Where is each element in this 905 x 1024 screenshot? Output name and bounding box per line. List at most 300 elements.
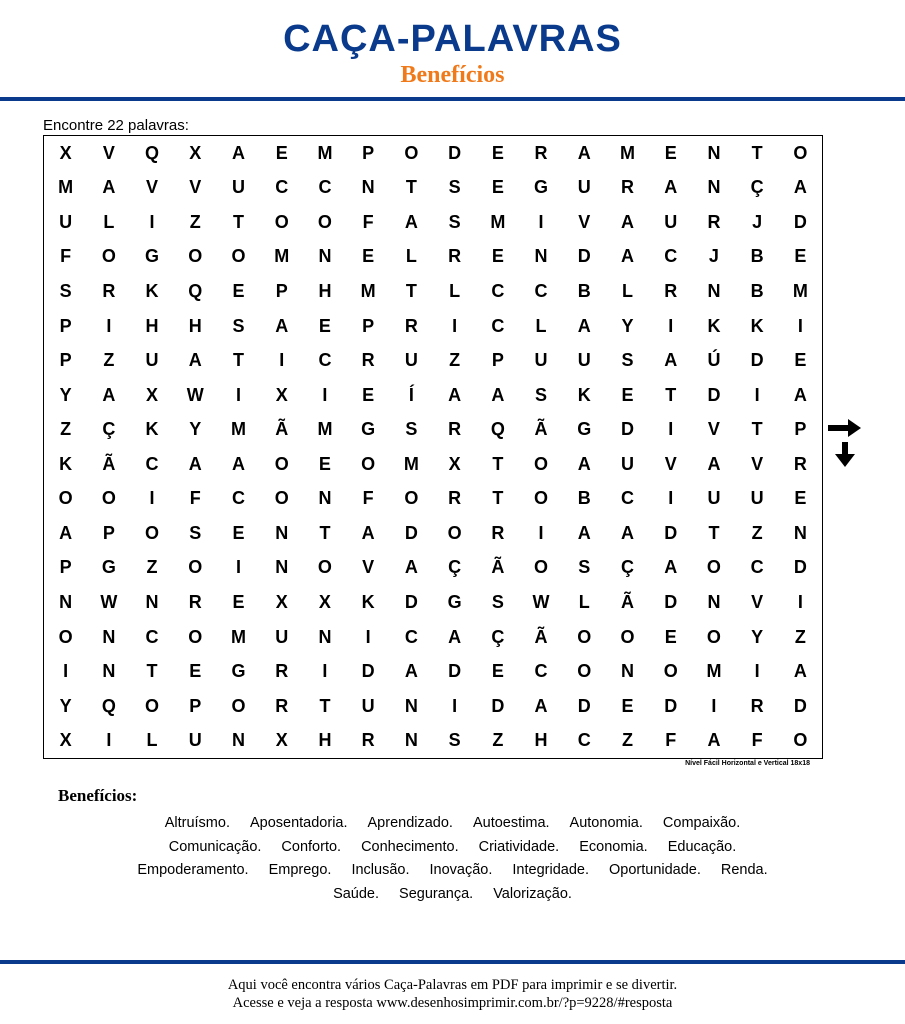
- grid-cell: Q: [101, 695, 116, 716]
- footer-line-2: Acesse e veja a resposta www.desenhosimprimir.com.br/?p=9228/#resposta: [232, 995, 673, 1011]
- grid-cell: Z: [146, 557, 158, 578]
- word-list-item: Segurança.: [399, 885, 474, 902]
- grid-cell: U: [231, 177, 245, 198]
- grid-cell: R: [534, 142, 548, 163]
- grid-cell: E: [491, 142, 504, 163]
- grid-cell: G: [145, 246, 160, 267]
- word-list-item: Altruísmo.: [164, 815, 230, 831]
- grid-cell: R: [404, 315, 418, 336]
- grid-cell: P: [102, 522, 115, 543]
- grid-cell: H: [145, 315, 159, 336]
- grid-cell: Ã: [620, 591, 634, 612]
- grid-cell: O: [404, 488, 419, 509]
- grid-cell: U: [361, 695, 375, 716]
- grid-cell: M: [490, 211, 506, 232]
- grid-cell: F: [665, 730, 677, 751]
- grid-cell: U: [620, 453, 634, 474]
- grid-cell: K: [577, 384, 591, 405]
- grid-cell: P: [59, 350, 72, 371]
- grid-cell: F: [189, 488, 201, 509]
- grid-cell: N: [275, 522, 289, 543]
- grid-cell: T: [665, 384, 677, 405]
- grid-cell: S: [448, 730, 461, 751]
- grid-cell: E: [232, 591, 245, 612]
- grid-cell: V: [362, 557, 375, 578]
- word-list-item: Valorização.: [493, 885, 572, 902]
- grid-cell: A: [793, 384, 807, 405]
- grid-cell: Z: [189, 211, 201, 232]
- grid-cell: R: [793, 453, 807, 474]
- grid-cell: E: [232, 280, 245, 301]
- grid-cell: T: [319, 522, 331, 543]
- grid-cell: T: [405, 177, 417, 198]
- grid-cell: O: [145, 695, 160, 716]
- grid-cell: M: [230, 626, 246, 647]
- grid-cell: N: [318, 626, 332, 647]
- grid-cell: S: [578, 557, 591, 578]
- grid-cell: R: [448, 488, 462, 509]
- word-list-title: Benefícios:: [58, 786, 138, 805]
- grid-cell: A: [620, 246, 634, 267]
- grid-cell: R: [275, 695, 289, 716]
- grid-cell: M: [403, 453, 419, 474]
- grid-cell: Ã: [534, 626, 548, 647]
- grid-cell: D: [448, 142, 462, 163]
- grid-cell: O: [706, 626, 721, 647]
- grid-cell: T: [708, 522, 720, 543]
- grid-cell: E: [794, 488, 807, 509]
- grid-cell: I: [711, 695, 717, 716]
- grid-cell: Z: [794, 626, 806, 647]
- grid-cell: O: [188, 626, 203, 647]
- grid-cell: B: [577, 280, 591, 301]
- grid-cell: I: [149, 488, 155, 509]
- grid-cell: Z: [449, 350, 461, 371]
- grid-cell: V: [578, 211, 591, 232]
- grid-cell: I: [235, 557, 241, 578]
- grid-cell: C: [231, 488, 245, 509]
- grid-cell: H: [318, 280, 332, 301]
- grid-cell: E: [621, 384, 634, 405]
- grid-cell: L: [578, 591, 590, 612]
- grid-cell: K: [59, 453, 73, 474]
- grid-cell: A: [448, 384, 462, 405]
- grid-cell: Z: [751, 522, 763, 543]
- grid-cell: N: [102, 661, 116, 682]
- grid-cell: K: [145, 419, 159, 440]
- page-subtitle: Benefícios: [400, 62, 505, 88]
- grid-cell: Ç: [448, 557, 462, 578]
- grid-cell: A: [404, 211, 418, 232]
- grid-cell: M: [230, 419, 246, 440]
- grid-cell: O: [361, 453, 376, 474]
- grid-cell: Z: [492, 730, 504, 751]
- grid-cell: X: [59, 142, 72, 163]
- grid-cell: I: [754, 384, 760, 405]
- grid-cell: E: [664, 626, 677, 647]
- grid-cell: D: [491, 695, 505, 716]
- grid-cell: R: [664, 280, 678, 301]
- grid-cell: N: [707, 142, 721, 163]
- grid-cell: Y: [751, 626, 764, 647]
- grid-cell: I: [106, 730, 112, 751]
- grid-cell: F: [362, 488, 374, 509]
- grid-cell: Y: [621, 315, 634, 336]
- grid-cell: P: [362, 142, 375, 163]
- grid-cell: O: [620, 626, 635, 647]
- grid-cell: U: [59, 211, 73, 232]
- grid-cell: A: [275, 315, 289, 336]
- grid-cell: I: [149, 211, 155, 232]
- grid-cell: C: [750, 557, 764, 578]
- footer-line-1: Aqui você encontra vários Caça-Palavras em PDF para imprimir e se divertir.: [227, 977, 678, 993]
- grid-cell: D: [664, 591, 678, 612]
- grid-cell: H: [188, 315, 202, 336]
- grid-cell: N: [404, 695, 418, 716]
- grid-cell: D: [361, 661, 375, 682]
- grid-cell: O: [534, 557, 549, 578]
- grid-cell: C: [145, 626, 159, 647]
- grid-cell: O: [447, 522, 462, 543]
- grid-cell: I: [365, 626, 371, 647]
- grid-cell: U: [664, 211, 678, 232]
- grid-cell: R: [275, 661, 289, 682]
- grid-cell: I: [538, 522, 544, 543]
- grid-cell: Y: [59, 695, 72, 716]
- grid-cell: E: [362, 246, 375, 267]
- grid-cell: C: [534, 661, 548, 682]
- grid-cell: D: [664, 695, 678, 716]
- word-list-item: Conhecimento.: [361, 838, 459, 855]
- grid-cell: G: [577, 419, 592, 440]
- grid-cell: C: [491, 315, 505, 336]
- grid-cell: O: [101, 246, 116, 267]
- grid-cell: X: [448, 453, 461, 474]
- grid-cell: Z: [60, 419, 72, 440]
- grid-cell: V: [102, 142, 115, 163]
- word-list-item: Renda.: [720, 862, 768, 878]
- word-list-item: Inovação.: [429, 862, 493, 878]
- word-search-grid: [43, 135, 823, 759]
- grid-cell: A: [534, 695, 548, 716]
- grid-cell: O: [274, 488, 289, 509]
- grid-cell: S: [405, 419, 418, 440]
- grid-cell: Ú: [707, 350, 721, 371]
- grid-cell: D: [448, 661, 462, 682]
- grid-cell: I: [797, 315, 803, 336]
- grid-cell: A: [102, 177, 116, 198]
- grid-cell: N: [620, 661, 634, 682]
- grid-cell: M: [317, 419, 333, 440]
- grid-cell: E: [318, 315, 331, 336]
- grid-cell: S: [621, 350, 634, 371]
- grid-cell: X: [275, 730, 288, 751]
- grid-cell: D: [750, 350, 764, 371]
- grid-cell: M: [360, 280, 376, 301]
- grid-cell: G: [101, 557, 116, 578]
- grid-cell: I: [668, 488, 674, 509]
- grid-cell: C: [577, 730, 591, 751]
- grid-cell: U: [534, 350, 548, 371]
- word-list-item: Emprego.: [268, 862, 332, 878]
- grid-cell: Y: [189, 419, 202, 440]
- grid-cell: Ç: [750, 177, 764, 198]
- grid-cell: A: [404, 557, 418, 578]
- grid-cell: Ç: [620, 557, 634, 578]
- grid-cell: N: [145, 591, 159, 612]
- grid-cell: A: [102, 384, 116, 405]
- grid-cell: E: [362, 384, 375, 405]
- grid-cell: R: [188, 591, 202, 612]
- grid-cell: L: [103, 211, 115, 232]
- grid-cell: F: [60, 246, 72, 267]
- grid-cell: A: [707, 730, 721, 751]
- grid-cell: E: [491, 177, 504, 198]
- grid-cell: P: [189, 695, 202, 716]
- grid-cell: A: [664, 350, 678, 371]
- grid-cell: A: [664, 177, 678, 198]
- grid-cell: K: [145, 280, 159, 301]
- grid-cell: O: [663, 661, 678, 682]
- grid-cell: W: [532, 591, 550, 612]
- grid-cell: O: [534, 453, 549, 474]
- grid-cell: A: [231, 453, 245, 474]
- grid-cell: E: [664, 142, 677, 163]
- grid-cell: Ã: [275, 419, 289, 440]
- grid-cell: S: [491, 591, 504, 612]
- grid-cell: O: [577, 661, 592, 682]
- grid-cell: O: [188, 246, 203, 267]
- grid-cell: C: [534, 280, 548, 301]
- grid-cell: I: [63, 661, 69, 682]
- grid-cell: N: [59, 591, 73, 612]
- grid-cell: U: [275, 626, 289, 647]
- grid-cell: D: [620, 419, 634, 440]
- grid-cell: X: [146, 384, 159, 405]
- grid-cell: N: [404, 730, 418, 751]
- grid-cell: D: [577, 246, 591, 267]
- grid-cell: O: [706, 557, 721, 578]
- grid-cell: T: [405, 280, 417, 301]
- grid-cell: K: [750, 315, 764, 336]
- grid-cell: E: [275, 142, 288, 163]
- grid-cell: U: [404, 350, 418, 371]
- grid-cell: N: [707, 280, 721, 301]
- grid-cell: I: [754, 661, 760, 682]
- grid-cell: Y: [59, 384, 72, 405]
- grid-cell: C: [664, 246, 678, 267]
- grid-cell: S: [59, 280, 72, 301]
- grid-cell: T: [751, 419, 763, 440]
- bottom-divider: [0, 960, 905, 964]
- grid-cell: J: [752, 211, 763, 232]
- grid-cell: T: [232, 211, 244, 232]
- grid-cell: A: [620, 522, 634, 543]
- grid-cell: L: [621, 280, 633, 301]
- grid-cell: A: [577, 453, 591, 474]
- grid-cell: N: [534, 246, 548, 267]
- grid-cell: Q: [490, 419, 505, 440]
- grid-cell: X: [275, 384, 288, 405]
- grid-cell: A: [577, 522, 591, 543]
- grid-cell: D: [404, 522, 418, 543]
- grid-cell: Z: [621, 730, 633, 751]
- arrow-right-icon: [828, 418, 862, 438]
- grid-cell: K: [707, 315, 721, 336]
- grid-cell: P: [59, 315, 72, 336]
- word-list-item: Educação.: [667, 838, 737, 855]
- grid-cell: L: [405, 246, 417, 267]
- grid-cell: C: [491, 280, 505, 301]
- grid-cell: E: [621, 695, 634, 716]
- grid-cell: N: [231, 730, 245, 751]
- word-list-item: Autonomia.: [569, 815, 643, 831]
- grid-cell: X: [275, 591, 288, 612]
- grid-cell: A: [59, 522, 73, 543]
- grid-cell: E: [794, 246, 807, 267]
- grid-cell: L: [449, 280, 461, 301]
- grid-cell: V: [146, 177, 159, 198]
- grid-cell: P: [794, 419, 807, 440]
- grid-cell: F: [751, 730, 763, 751]
- grid-cell: U: [145, 350, 159, 371]
- grid-cell: P: [491, 350, 504, 371]
- grid-cell: E: [794, 350, 807, 371]
- grid-cell: T: [146, 661, 158, 682]
- grid-cell: N: [793, 522, 807, 543]
- footer: [0, 976, 905, 1012]
- grid-cell: P: [362, 315, 375, 336]
- grid-cell: N: [318, 246, 332, 267]
- grid-cell: O: [145, 522, 160, 543]
- word-list-item: Economia.: [579, 838, 648, 855]
- grid-cell: O: [317, 557, 332, 578]
- word-list-item: Aposentadoria.: [249, 815, 348, 831]
- grid-cell: Ã: [491, 557, 505, 578]
- grid-cell: R: [448, 246, 462, 267]
- grid-cell: X: [318, 591, 331, 612]
- grid-cell: I: [452, 315, 458, 336]
- instruction-text: Encontre 22 palavras:: [43, 117, 189, 134]
- grid-cell: P: [275, 280, 288, 301]
- grid-cell: Q: [188, 280, 203, 301]
- grid-cell: A: [707, 453, 721, 474]
- grid-cell: N: [102, 626, 116, 647]
- grid-cell: C: [275, 177, 289, 198]
- grid-cell: V: [664, 453, 677, 474]
- grid-cell: Ã: [102, 453, 116, 474]
- grid-cell: O: [101, 488, 116, 509]
- word-list-item: Integridade.: [512, 862, 589, 878]
- word-list-item: Inclusão.: [351, 862, 410, 878]
- grid-cell: A: [793, 661, 807, 682]
- grid-cell: G: [534, 177, 549, 198]
- grid-cell: C: [145, 453, 159, 474]
- grid-cell: S: [448, 177, 461, 198]
- grid-cell: S: [232, 315, 245, 336]
- grid-cell: O: [58, 488, 73, 509]
- grid-cell: L: [146, 730, 158, 751]
- word-list-item: Compaixão.: [662, 815, 741, 831]
- grid-cell: I: [538, 211, 544, 232]
- page-title: CAÇA-PALAVRAS: [283, 18, 622, 60]
- grid-cell: R: [620, 177, 634, 198]
- grid-cell: A: [448, 626, 462, 647]
- grid-cell: B: [577, 488, 591, 509]
- grid-cell: U: [750, 488, 764, 509]
- grid-cell: R: [707, 211, 721, 232]
- grid-cell: R: [448, 419, 462, 440]
- grid-cell: E: [232, 522, 245, 543]
- grid-cell: V: [707, 419, 720, 440]
- grid-cell: M: [317, 142, 333, 163]
- grid-cell: E: [491, 246, 504, 267]
- top-divider: [0, 97, 905, 101]
- grid-cell: V: [751, 591, 764, 612]
- grid-cell: W: [186, 384, 204, 405]
- grid-cell: I: [322, 384, 328, 405]
- grid-cell: T: [751, 142, 763, 163]
- grid-cell: U: [707, 488, 721, 509]
- grid-cell: N: [275, 557, 289, 578]
- grid-cell: T: [319, 695, 331, 716]
- grid-cell: A: [664, 557, 678, 578]
- grid-cell: I: [797, 591, 803, 612]
- grid-cell: I: [668, 419, 674, 440]
- grid-cell: U: [577, 350, 591, 371]
- grid-cell: Ç: [491, 626, 505, 647]
- grid-cell: O: [58, 626, 73, 647]
- grid-cell: I: [279, 350, 285, 371]
- grid-cell: S: [448, 211, 461, 232]
- grid-cell: A: [361, 522, 375, 543]
- grid-cell: X: [59, 730, 72, 751]
- grid-cell: I: [668, 315, 674, 336]
- grid-cell: B: [750, 280, 764, 301]
- grid-cell: J: [708, 246, 719, 267]
- word-list-item: Comunicação.: [168, 838, 262, 855]
- word-list-item: Oportunidade.: [608, 862, 701, 878]
- grid-cell: H: [318, 730, 332, 751]
- grid-cell: N: [318, 488, 332, 509]
- grid-cell: O: [404, 142, 419, 163]
- grid-cell: R: [361, 350, 375, 371]
- grid-cell: C: [318, 177, 332, 198]
- grid-cell: T: [232, 350, 244, 371]
- grid-cell: O: [793, 730, 808, 751]
- grid-cell: V: [189, 177, 202, 198]
- grid-cell: Ç: [102, 419, 116, 440]
- grid-cell: H: [534, 730, 548, 751]
- grid-cell: A: [793, 177, 807, 198]
- grid-cell: Í: [408, 384, 414, 405]
- grid-cell: R: [491, 522, 505, 543]
- grid-cell: X: [189, 142, 202, 163]
- grid-cell: G: [447, 591, 462, 612]
- grid-cell: A: [188, 453, 202, 474]
- grid-cell: Ã: [534, 419, 548, 440]
- grid-cell: O: [188, 557, 203, 578]
- grid-cell: M: [274, 246, 290, 267]
- grid-cell: C: [620, 488, 634, 509]
- grid-cell: I: [322, 661, 328, 682]
- level-note: Nível Fácil Horizontal e Vertical 18x18: [685, 760, 810, 767]
- grid-cell: E: [491, 661, 504, 682]
- arrow-down-icon: [828, 442, 862, 468]
- grid-cell: Z: [103, 350, 115, 371]
- grid-cell: S: [535, 384, 548, 405]
- grid-cell: G: [231, 661, 246, 682]
